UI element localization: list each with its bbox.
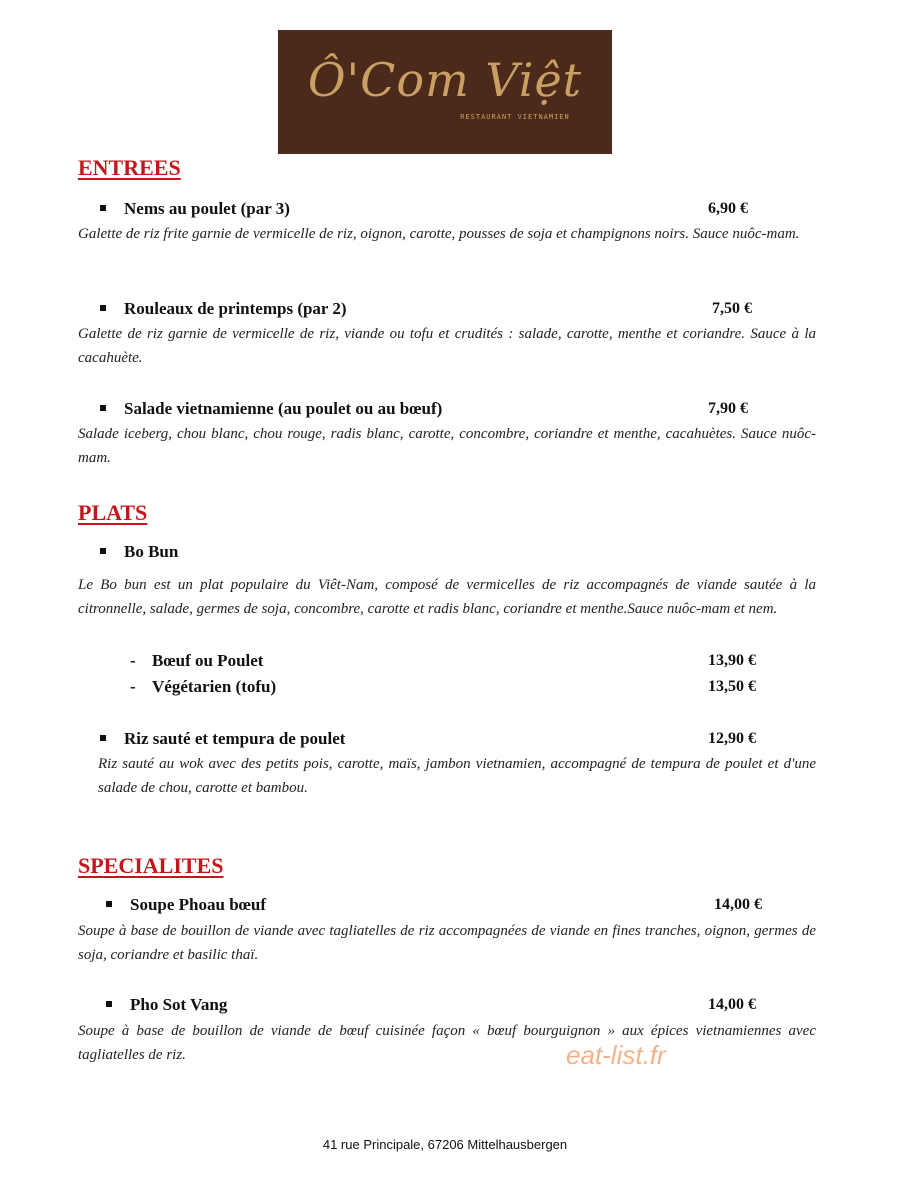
menu-item-phosot — [106, 995, 227, 1015]
bullet-icon — [100, 305, 106, 311]
description-riz: Riz sauté au wok avec des petits pois, carotte, maïs, jambon vietnamien, accompagné de tempura de poulet et d'une salade de chou, carotte et bambou. — [98, 756, 816, 796]
price-nems: 6,90 € — [708, 200, 748, 217]
price-vegetarien: 13,50 € — [708, 678, 756, 695]
menu-item-bobun — [100, 542, 178, 562]
description-salade: Salade iceberg, chou blanc, chou rouge, radis blanc, carotte, concombre, coriandre et menthe, cacahuètes. Sauce nuôc-mam. — [78, 426, 816, 466]
price-phosot: 14,00 € — [708, 996, 756, 1013]
price-pho: 14,00 € — [714, 896, 762, 913]
item-name: Rouleaux de printemps (par 2) — [124, 299, 347, 318]
item-name: Nems au poulet (par 3) — [124, 199, 290, 218]
bullet-icon — [106, 1001, 112, 1007]
logo-name: Ô'Com Việt — [307, 53, 583, 107]
restaurant-address: 41 rue Principale, 67206 Mittelhausbergen — [322, 1137, 568, 1152]
item-name: Bo Bun — [124, 542, 179, 561]
bullet-icon — [100, 548, 106, 554]
menu-item-rouleaux — [100, 299, 347, 319]
section-title-plats: PLATS — [78, 500, 148, 525]
price-boeuf-poulet: 13,90 € — [708, 652, 756, 669]
logo-subtitle: RESTAURANT VIETNAMIEN — [460, 113, 570, 121]
bullet-icon — [106, 901, 112, 907]
description-pho: Soupe à base de bouillon de viande avec tagliatelles de riz accompagnées de viande en fines tranches, oignon, germes de soja, coriandre et basilic thaï. — [78, 923, 816, 963]
description-phosot: Soupe à base de bouillon de viande de bœuf cuisinée façon « bœuf bourguignon » aux épices vietnamiennes avec tagliatelles de riz. — [78, 1023, 816, 1063]
menu-item-pho — [106, 895, 266, 915]
item-name: Riz sauté et tempura de poulet — [124, 729, 346, 748]
price-rouleaux: 7,50 € — [712, 300, 752, 317]
variant-name: Végétarien (tofu) — [152, 677, 277, 696]
menu-item-riz — [100, 729, 345, 749]
restaurant-logo — [278, 30, 612, 154]
price-riz: 12,90 € — [708, 730, 756, 747]
section-title-specialites: SPECIALITES — [78, 853, 224, 878]
variant-name: Bœuf ou Poulet — [152, 651, 264, 670]
watermark: eat-list.fr — [566, 1040, 666, 1070]
description-rouleaux: Galette de riz garnie de vermicelle de riz, viande ou tofu et crudités : salade, carotte, menthe et coriandre. Sauce à la cacahuète. — [78, 326, 816, 366]
item-name: Pho Sot Vang — [130, 995, 228, 1014]
description-nems: Galette de riz frite garnie de vermicelle de riz, oignon, carotte, pousses de soja et champignons noirs. Sauce nuôc-mam. — [78, 226, 800, 242]
price-salade: 7,90 € — [708, 400, 748, 417]
bullet-icon — [100, 205, 106, 211]
bullet-icon — [100, 735, 106, 741]
section-title-entrees: ENTREES — [78, 155, 181, 180]
variant-boeuf-poulet: - Bœuf ou Poulet — [130, 651, 264, 670]
item-name: Salade vietnamienne (au poulet ou au bœuf) — [124, 399, 443, 418]
menu-item-salade — [100, 399, 442, 419]
description-bobun: Le Bo bun est un plat populaire du Viêt-Nam, composé de vermicelles de riz accompagnés de viande sautée à la citronnelle, salade, germes de soja, concombre, carotte et radis blanc, coriandre et menthe.Sauce nuôc-mam et nem. — [78, 577, 816, 617]
menu-item-nems — [100, 199, 290, 219]
item-name: Soupe Phoau bœuf — [130, 895, 267, 914]
variant-vegetarien: - Végétarien (tofu) — [130, 677, 277, 696]
bullet-icon — [100, 405, 106, 411]
